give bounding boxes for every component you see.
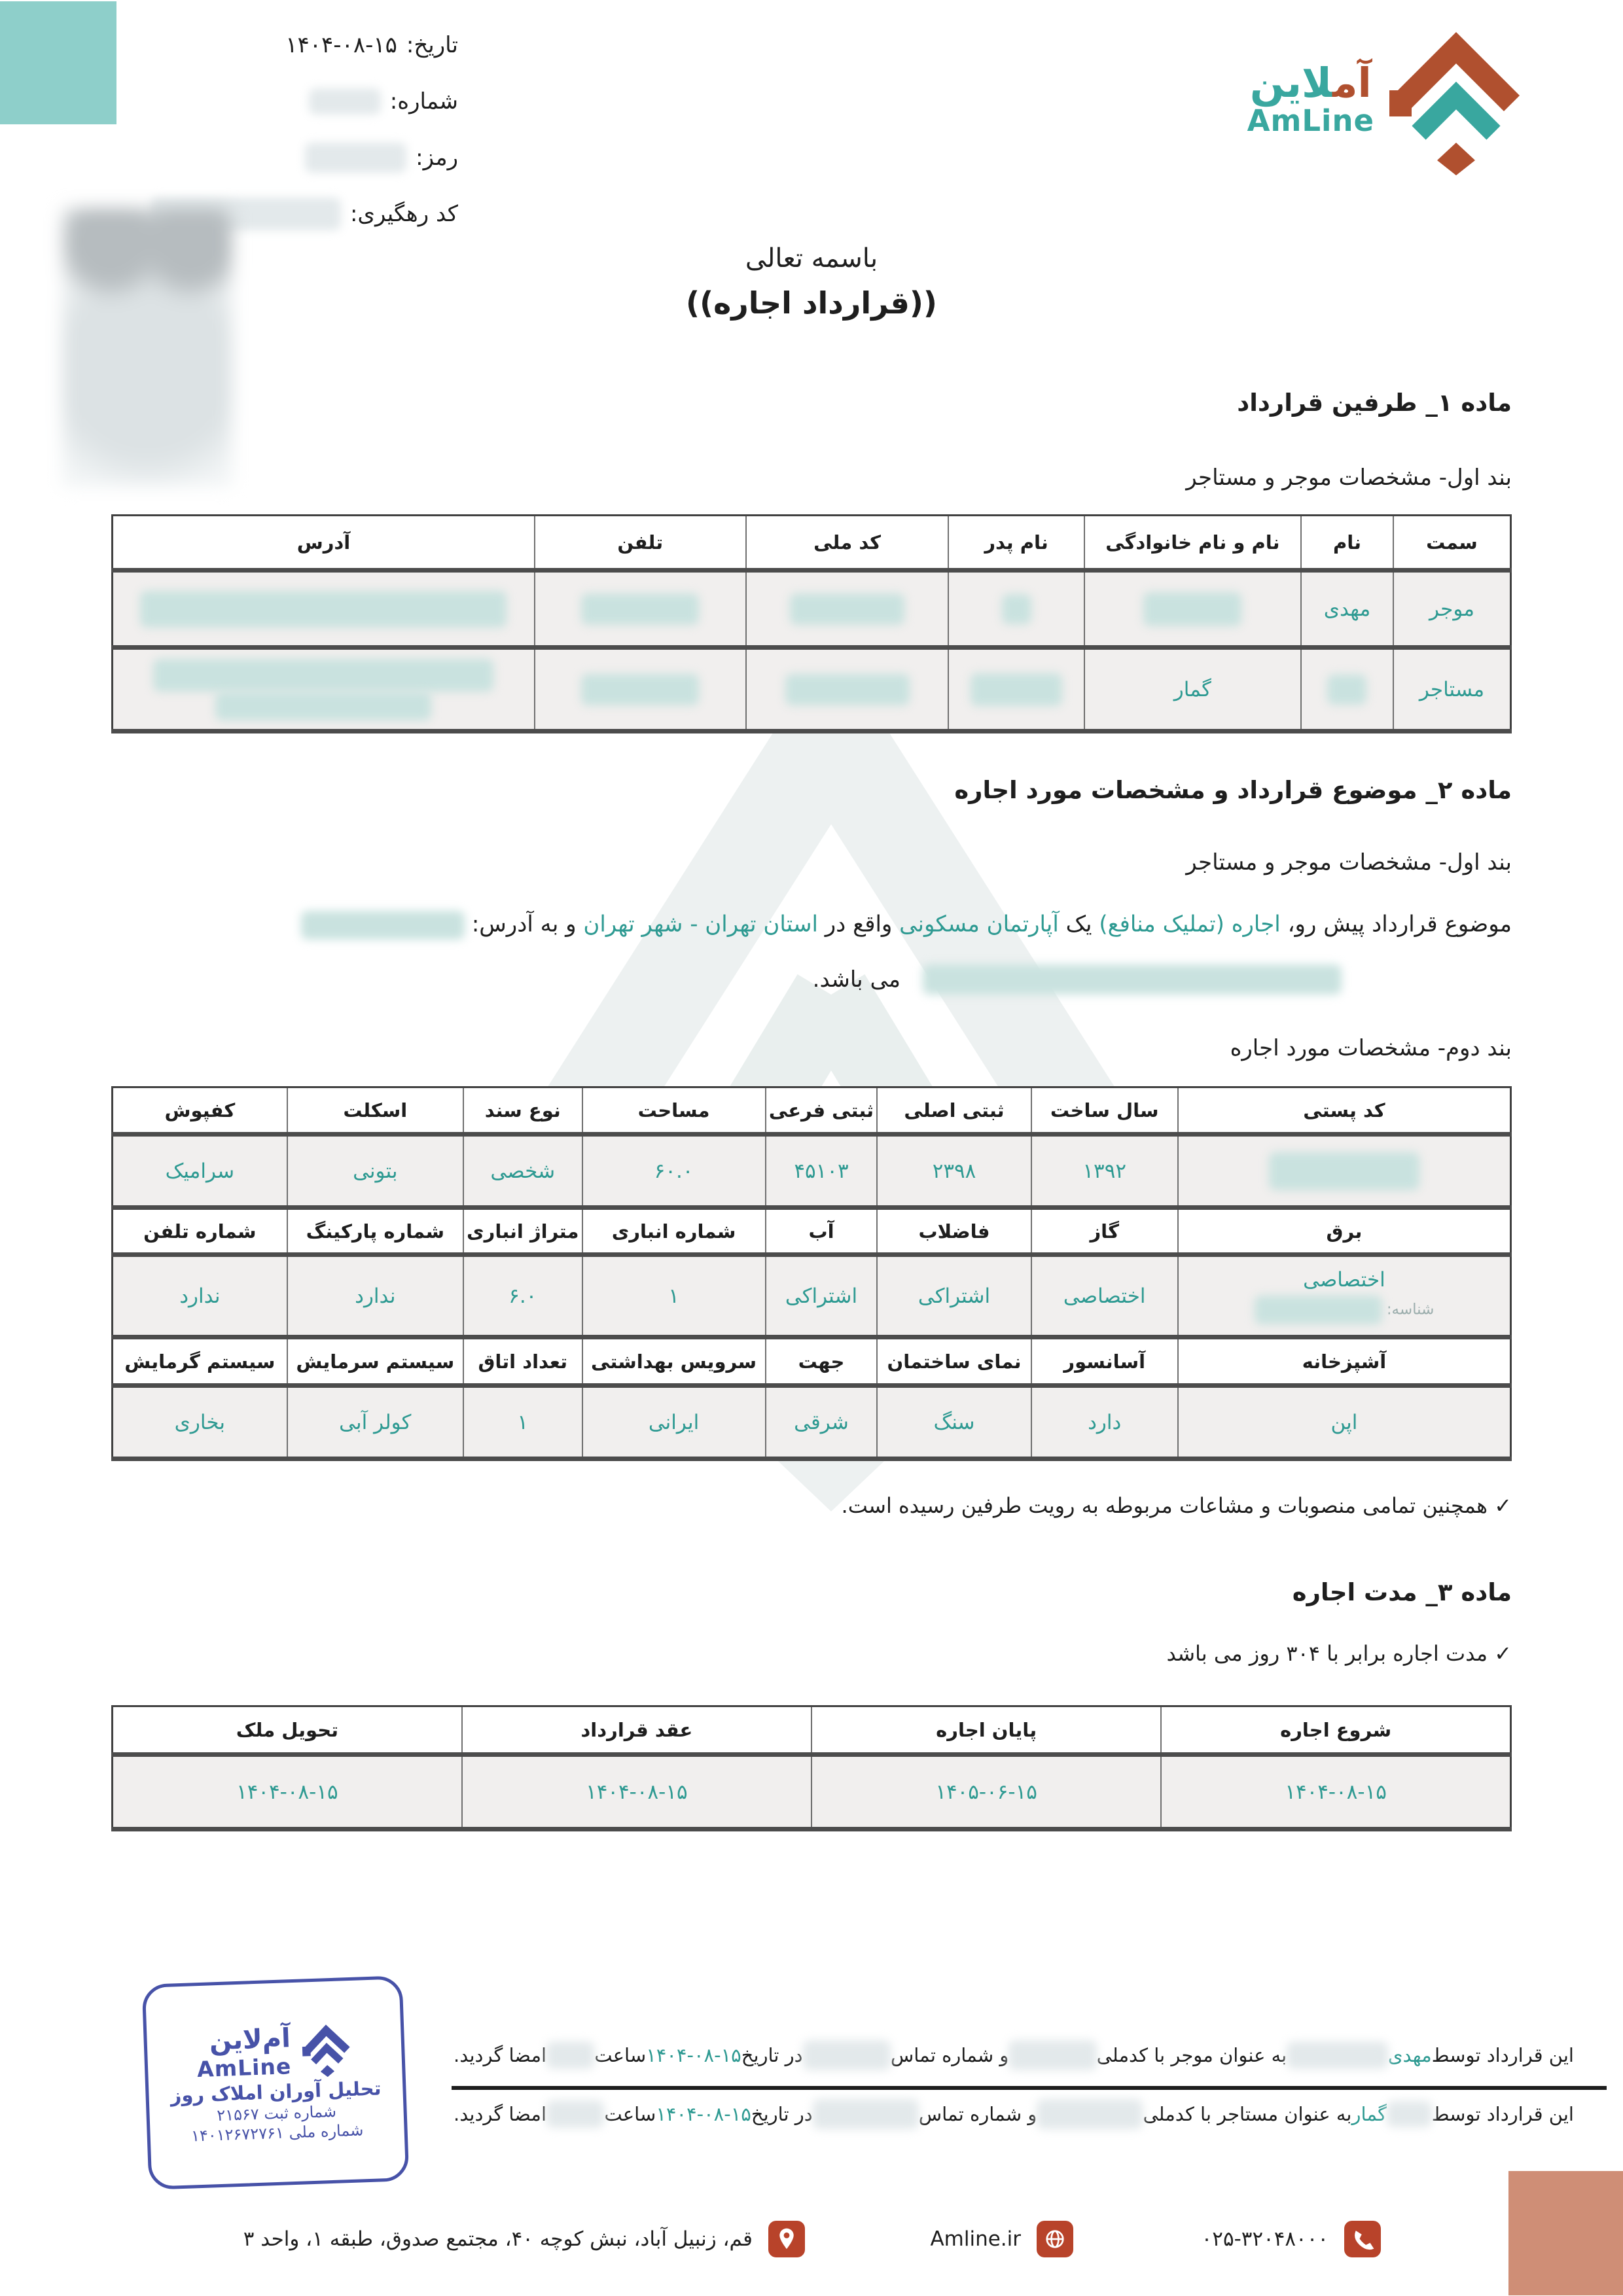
lessor-first-name: مهدی (1301, 571, 1393, 648)
address-text: قم، زنبیل آباد، نبش کوچه ۴۰، مجتمع صدوق، طبقه ۱، واحد ۳ (243, 2227, 753, 2251)
redacted-text (1387, 2101, 1432, 2127)
storage-number-value: ۱ (582, 1255, 766, 1337)
col-header-storage-area: متراژ انباری (463, 1208, 582, 1255)
lessee-national-id (746, 648, 949, 732)
col-header-area: مساحت (582, 1087, 766, 1135)
property-data-row3 (113, 1386, 1511, 1459)
col-header-first-name: نام (1301, 516, 1393, 571)
sig-text: این قرارداد توسط (1431, 2044, 1574, 2066)
col-header-electricity: برق (1178, 1208, 1511, 1255)
subject-text: یک (1065, 911, 1092, 938)
subject-paragraph-line2 (813, 964, 1342, 995)
water-value: اشتراکی (766, 1255, 878, 1337)
area-value: ۶۰.۰ (582, 1135, 766, 1208)
sub-registration-value: ۴۵۱۰۳ (766, 1135, 878, 1208)
col-header-contract-date: عقد قرارداد (462, 1706, 812, 1755)
logo-persian-name (1247, 59, 1374, 107)
subject-text: موضوع قرارداد پیش رو، (1287, 911, 1512, 938)
article2-heading: ماده ۲_ موضوع قرارداد و مشخصات مورد اجاره (954, 776, 1512, 804)
redacted-text (790, 593, 904, 625)
facade-value: سنگ (877, 1386, 1031, 1459)
redacted-text (923, 964, 1342, 995)
lessee-address (113, 648, 535, 732)
corner-salmon-block (1508, 2171, 1623, 2295)
col-header-postal-code: کد پستی (1178, 1087, 1511, 1135)
lessor-signature-line (454, 2040, 1574, 2070)
logo-latin-name: AmLine (1247, 103, 1374, 138)
flooring-value: سرامیک (113, 1135, 287, 1208)
redacted-text (1287, 2041, 1388, 2069)
col-header-main-registration: ثبتی اصلی (877, 1087, 1031, 1135)
location-pin-icon (768, 2221, 805, 2257)
tracking-label: کد رهگیری: (349, 201, 458, 227)
sig-text: به عنوان موجر با کدملی (1096, 2044, 1287, 2066)
subject-highlight-lease-type: اجاره (تملیک منافع) (1099, 911, 1281, 938)
col-header-lease-start: شروع اجاره (1161, 1706, 1510, 1755)
lessor-row (113, 571, 1511, 648)
col-header-lease-end: پایان اجاره (812, 1706, 1161, 1755)
elevator-value: دارد (1031, 1386, 1178, 1459)
parties-header-row (113, 516, 1511, 571)
electricity-id-label: شناسه: (1386, 1301, 1435, 1318)
kitchen-value: اپن (1178, 1386, 1511, 1459)
sig-text: امضا گردید. (454, 2044, 547, 2066)
subject-paragraph-line1 (98, 911, 1512, 940)
agency-stamp (142, 1975, 410, 2190)
parties-table (111, 514, 1512, 733)
lessor-father-name (948, 571, 1084, 648)
lessor-address (113, 571, 535, 648)
storage-area-value: ۶.۰ (463, 1255, 582, 1337)
bismillah-title: باسمه تعالی (745, 243, 878, 274)
lessor-signature-name: مهدی (1387, 2044, 1432, 2066)
redacted-text (1002, 594, 1031, 624)
stamp-subtitle: تحلیل آوران املاک روز (169, 2076, 382, 2107)
lessor-phone (535, 571, 746, 648)
number-line (151, 73, 458, 130)
redacted-text (581, 674, 699, 705)
direction-value: شرقی (766, 1386, 878, 1459)
lease-end-value: ۱۴۰۵-۰۶-۱۵ (812, 1755, 1161, 1829)
lessor-national-id (746, 571, 949, 648)
lessee-phone (535, 648, 746, 732)
fixtures-note-text: همچنین تمامی منصوبات و مشاعات مربوطه به رویت طرفین رسیده است. (841, 1493, 1488, 1518)
logo-fa-part1: آم (1332, 59, 1372, 107)
password-line (151, 130, 458, 186)
col-header-parking-number: شماره پارکینگ (287, 1208, 463, 1255)
gas-value: اختصاصی (1031, 1255, 1178, 1337)
check-icon: ✓ (1494, 1641, 1512, 1666)
subject-text-end: می باشد. (812, 966, 901, 993)
col-header-heating: سیستم گرمایش (113, 1337, 287, 1386)
col-header-flooring: کفپوش (113, 1087, 287, 1135)
password-label: رمز: (416, 145, 458, 171)
amline-house-icon (1387, 25, 1525, 175)
lessee-first-name (1301, 648, 1393, 732)
article3-heading: ماده ۳_ مدت اجاره (1292, 1578, 1512, 1606)
col-header-role: سمت (1393, 516, 1511, 571)
lessee-father-name (948, 648, 1084, 732)
fixtures-note-line (842, 1493, 1512, 1518)
redacted-text (1008, 2040, 1096, 2070)
col-header-sewage: فاضلاب (877, 1208, 1031, 1255)
col-header-full-name: نام و نام خانوادگی (1084, 516, 1301, 571)
redacted-text (215, 692, 431, 720)
sewage-value: اشتراکی (877, 1255, 1031, 1337)
cooling-value: کولر آبی (287, 1386, 463, 1459)
redacted-text (971, 673, 1062, 706)
sig-text: در تاریخ (751, 2103, 813, 2125)
lessor-family-name (1084, 571, 1301, 648)
contract-date-value: ۱۴۰۴-۰۸-۱۵ (462, 1755, 812, 1829)
col-header-phone-number: شماره تلفن (113, 1208, 287, 1255)
article2-subheading2: بند دوم- مشخصات مورد اجاره (1230, 1035, 1512, 1061)
article2-subheading1: بند اول- مشخصات موجر و مستاجر (1186, 849, 1512, 875)
stamp-house-icon (300, 2021, 353, 2078)
sig-text: امضا گردید. (453, 2103, 547, 2125)
sig-text: ساعت (604, 2103, 656, 2125)
sig-text: و شماره تماس (890, 2044, 1009, 2066)
logo-wordmark (1247, 59, 1374, 138)
corner-accent-block (0, 1, 116, 124)
property-header-row2 (113, 1208, 1511, 1255)
deed-type-value: شخصی (463, 1135, 582, 1208)
lessee-role: مستاجر (1393, 648, 1511, 732)
lessee-signature-name: گمار (1351, 2103, 1387, 2125)
subject-highlight-property-type: آپارتمان مسکونی (899, 911, 1059, 938)
sig-text: این قرارداد توسط (1431, 2103, 1574, 2125)
col-header-sub-registration: ثبتی فرعی (766, 1087, 878, 1135)
duration-note-line (1166, 1641, 1512, 1666)
article1-heading: ماده ۱_ طرفین قرارداد (1237, 389, 1512, 417)
electricity-value (1178, 1255, 1511, 1337)
parking-number-value: ندارد (287, 1255, 463, 1337)
dates-header-row (113, 1706, 1511, 1755)
subject-highlight-location: استان تهران - شهر تهران (583, 911, 818, 938)
phone-number: ۰۲۵-۳۲۰۴۸۰۰۰ (1201, 2227, 1329, 2251)
lessee-signature-date: ۱۴۰۴-۰۸-۱۵ (656, 2103, 751, 2125)
property-table (111, 1086, 1512, 1461)
lessor-role: موجر (1393, 571, 1511, 648)
date-value: ۱۴۰۴-۰۸-۱۵ (285, 32, 397, 58)
col-header-structure: اسکلت (287, 1087, 463, 1135)
redacted-text (1269, 1152, 1419, 1190)
lessee-row (113, 648, 1511, 732)
build-year-value: ۱۳۹۲ (1031, 1135, 1178, 1208)
col-header-elevator: آسانسور (1031, 1337, 1178, 1386)
col-header-facade: نمای ساختمان (877, 1337, 1031, 1386)
col-header-water: آب (766, 1208, 878, 1255)
col-header-direction: جهت (766, 1337, 878, 1386)
redacted-text (309, 88, 381, 115)
col-header-wc: سرویس بهداشتی (582, 1337, 766, 1386)
property-header-row3 (113, 1337, 1511, 1386)
redacted-text (140, 591, 507, 627)
article1-subheading: بند اول- مشخصات موجر و مستاجر (1186, 465, 1512, 491)
duration-note-text: مدت اجاره برابر با ۳۰۴ روز می باشد (1166, 1641, 1488, 1666)
globe-icon (1037, 2221, 1073, 2257)
stamp-registration-number: شماره ثبت ۲۱۵۶۷ (216, 2102, 337, 2125)
col-header-national-id: کد ملی (746, 516, 949, 571)
logo-fa-part2: لاین (1249, 59, 1333, 107)
redacted-text (301, 911, 465, 940)
redacted-text (785, 674, 910, 705)
phone-number-value: ندارد (113, 1255, 287, 1337)
redacted-text (813, 2099, 919, 2129)
stamp-persian-name: آم‌لاین (209, 2022, 291, 2056)
property-data-row1 (113, 1135, 1511, 1208)
main-registration-value: ۲۳۹۸ (877, 1135, 1031, 1208)
handover-date-value: ۱۴۰۴-۰۸-۱۵ (113, 1755, 462, 1829)
website-url: Amline.ir (930, 2227, 1021, 2251)
sig-text: به عنوان مستاجر با کدملی (1143, 2103, 1352, 2125)
col-header-father-name: نام پدر (948, 516, 1084, 571)
property-data-row2 (113, 1255, 1511, 1337)
redacted-text (1327, 675, 1366, 705)
property-header-row1 (113, 1087, 1511, 1135)
heating-value: بخاری (113, 1386, 287, 1459)
sig-text: ساعت (594, 2044, 647, 2066)
col-header-phone: تلفن (535, 516, 746, 571)
structure-value: بتونی (287, 1135, 463, 1208)
subject-text: و به آدرس: (471, 911, 577, 938)
contact-address (243, 2221, 805, 2257)
redacted-text (1255, 1296, 1382, 1324)
dates-data-row (113, 1755, 1511, 1829)
electricity-id-line (1181, 1296, 1507, 1324)
redacted-text (803, 2040, 891, 2070)
date-line (151, 17, 458, 73)
contract-title: ((قرارداد اجاره)) (686, 285, 937, 321)
stamp-latin-name: AmLine (196, 2053, 292, 2082)
wc-value: ایرانی (582, 1386, 766, 1459)
postal-code-value (1178, 1135, 1511, 1208)
number-label: شماره: (389, 88, 458, 115)
col-header-kitchen: آشپزخانه (1178, 1337, 1511, 1386)
redacted-text (153, 659, 493, 692)
redacted-text (1143, 592, 1241, 626)
col-header-build-year: سال ساخت (1031, 1087, 1178, 1135)
lessor-signature-date: ۱۴۰۴-۰۸-۱۵ (646, 2044, 741, 2066)
stamp-logo-row (196, 2021, 353, 2081)
redacted-text (546, 2100, 604, 2128)
stamp-national-number: شماره ملی ۱۴۰۱۲۶۷۲۷۶۱ (190, 2120, 364, 2146)
date-label: تاریخ: (406, 32, 458, 58)
lease-start-value: ۱۴۰۴-۰۸-۱۵ (1161, 1755, 1510, 1829)
redacted-text (1037, 2099, 1143, 2129)
lessee-signature-line (454, 2099, 1574, 2129)
col-header-storage-number: شماره انباری (582, 1208, 766, 1255)
sig-text: و شماره تماس (918, 2103, 1037, 2125)
subject-text: واقع در (825, 911, 893, 938)
redacted-text (305, 143, 406, 173)
col-header-gas: گاز (1031, 1208, 1178, 1255)
redacted-text (581, 593, 699, 625)
amline-logo (1247, 25, 1525, 175)
contact-phone (1202, 2221, 1381, 2257)
dates-table (111, 1705, 1512, 1831)
lessee-family-name: گمار (1084, 648, 1301, 732)
check-icon: ✓ (1494, 1493, 1512, 1518)
phone-icon (1344, 2221, 1381, 2257)
col-header-deed-type: نوع سند (463, 1087, 582, 1135)
col-header-handover-date: تحویل ملک (113, 1706, 462, 1755)
redacted-text (546, 2041, 594, 2069)
rooms-value: ۱ (463, 1386, 582, 1459)
contact-website (930, 2221, 1073, 2257)
electricity-type: اختصاصی (1303, 1267, 1385, 1292)
signature-divider (452, 2086, 1607, 2090)
col-header-cooling: سیستم سرمایش (287, 1337, 463, 1386)
sig-text: در تاریخ (741, 2044, 803, 2066)
col-header-rooms: تعداد اتاق (463, 1337, 582, 1386)
col-header-address: آدرس (113, 516, 535, 571)
